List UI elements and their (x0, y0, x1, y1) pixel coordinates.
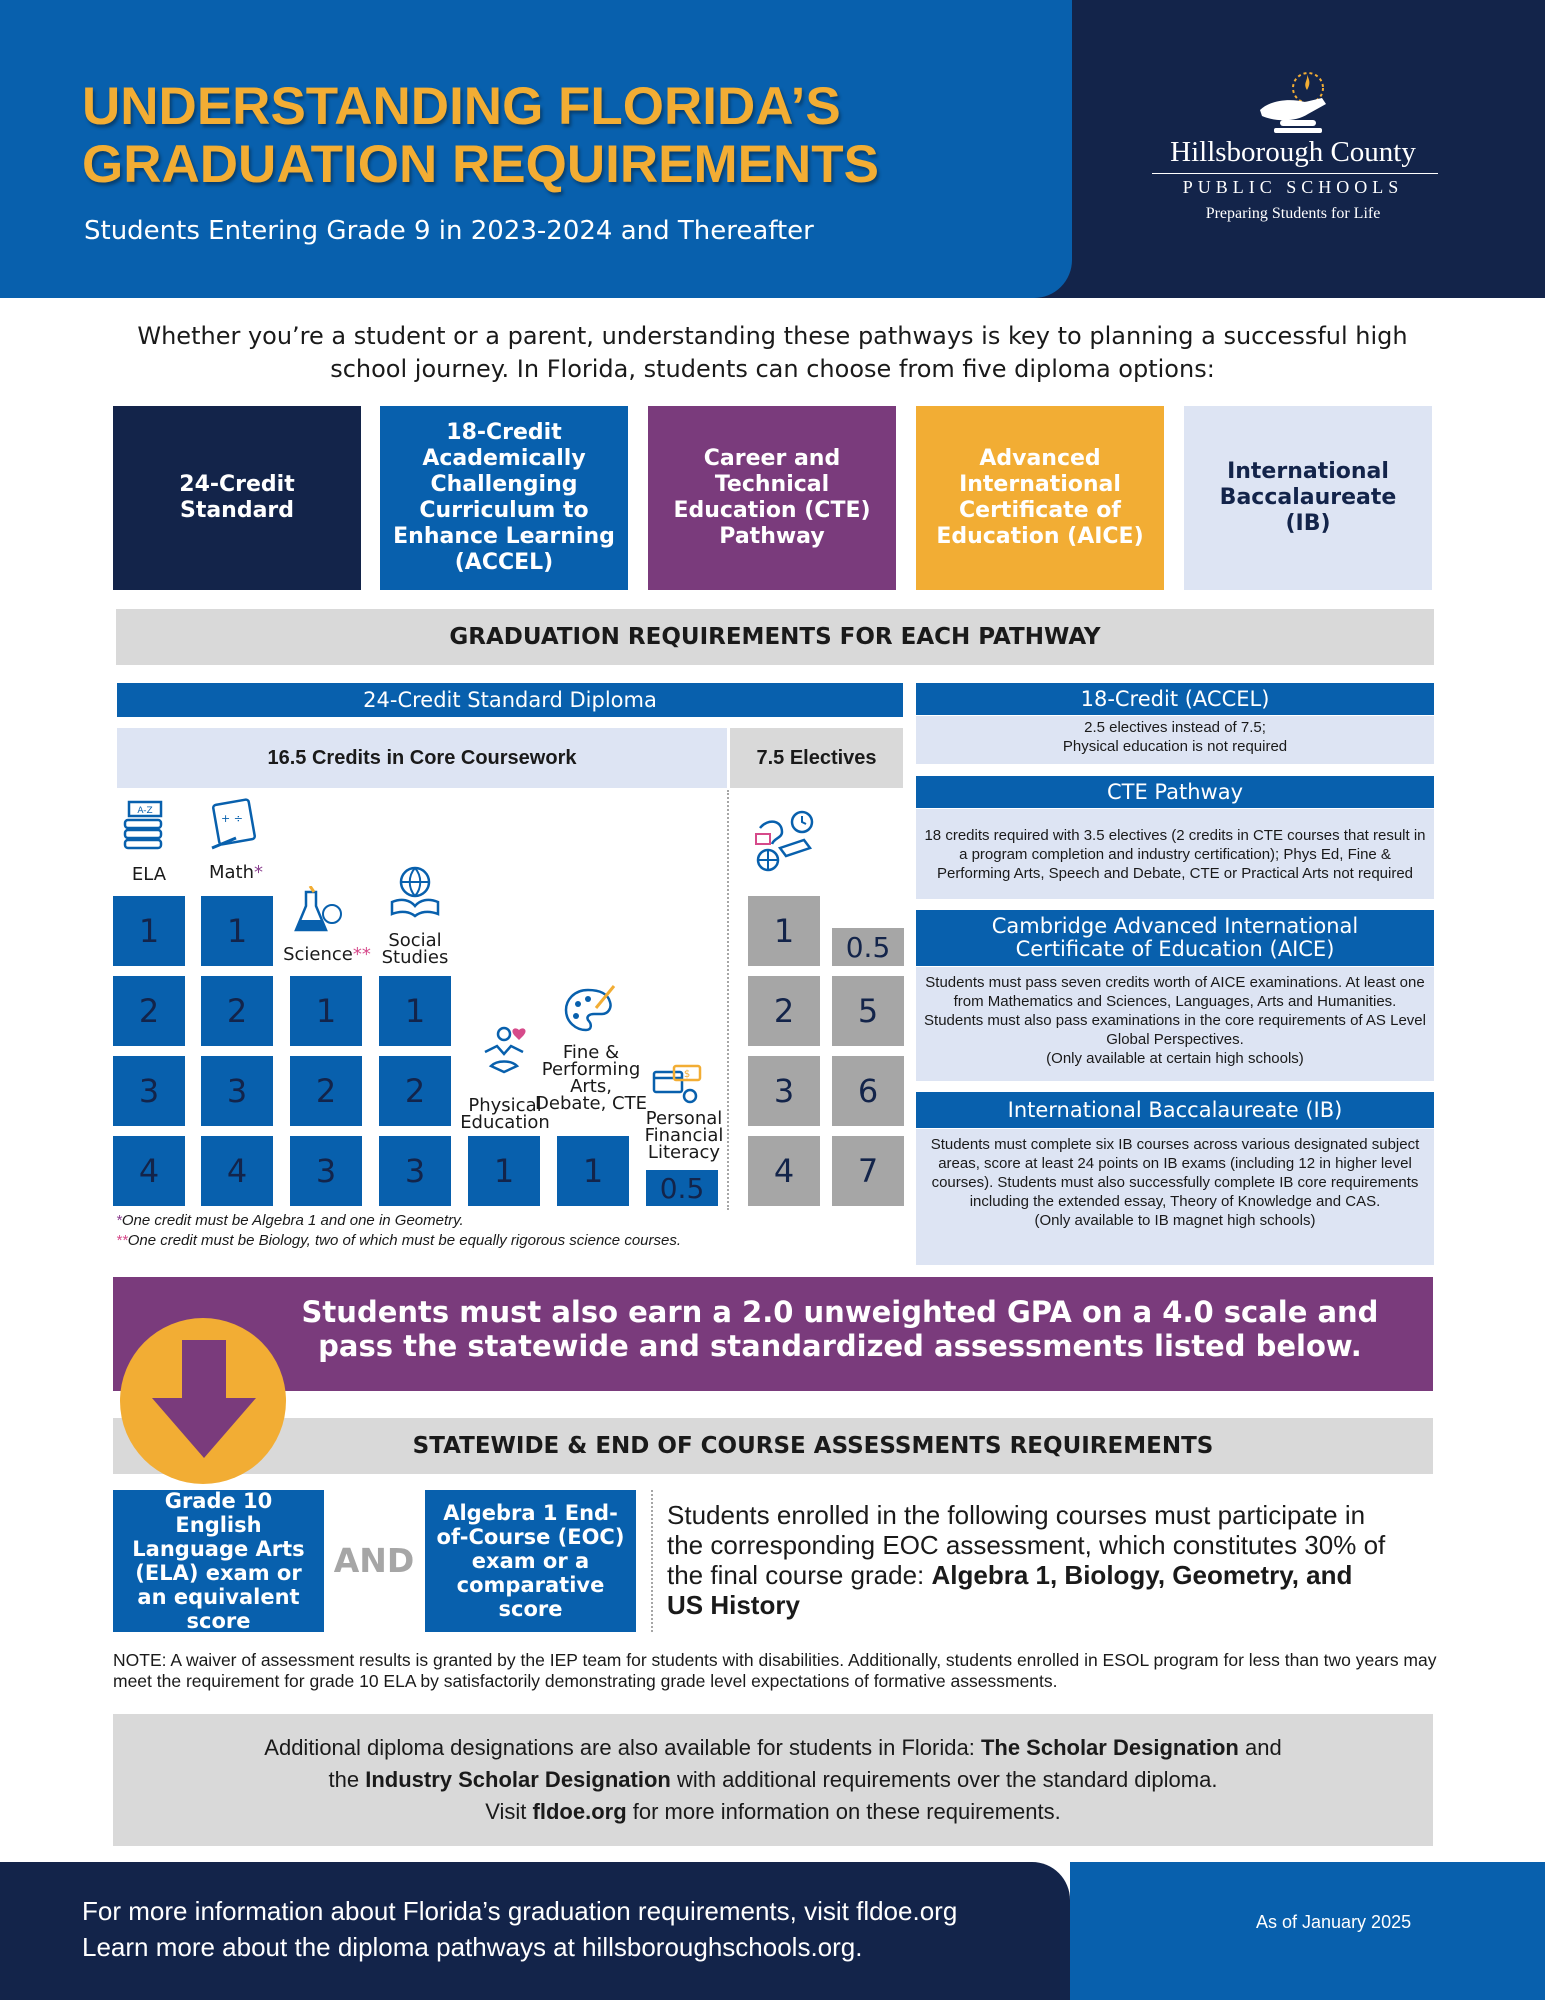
ela-credit-3: 3 (113, 1056, 185, 1126)
elective-credit-7: 7 (832, 1136, 904, 1206)
option-ib: International Baccalaureate (IB) (1184, 406, 1432, 590)
ela-credit-4: 4 (113, 1136, 185, 1206)
math-label: Math* (208, 862, 264, 883)
social-credit-1: 1 (379, 976, 451, 1046)
designations-box: Additional diploma designations are also available for students in Florida: The Scholar Designation and the Industry Scholar Designation with additional requirements over the standard diploma. Visit fldoe.org for more information on these requirements. (113, 1714, 1433, 1846)
down-arrow-icon (148, 1340, 260, 1462)
social-studies-globe-icon (388, 864, 442, 918)
arts-label: Fine & Performing Arts, Debate, CTE (535, 1042, 647, 1114)
science-credit-2: 2 (290, 1056, 362, 1126)
electives-activities-icon (752, 808, 818, 874)
svg-text:A-Z: A-Z (137, 806, 153, 816)
eoc-divider (651, 1490, 653, 1632)
waiver-note: NOTE: A waiver of assessment results is granted by the IEP team for students with disabilities. Additionally, students enrolled in ESOL program for less than two years may meet the requirement for grade 10 ELA by satisfactorily demonstrating grade level expectations of formative assessments. (113, 1650, 1437, 1691)
accel-heading: 18-Credit (ACCEL) (916, 683, 1434, 715)
ib-heading: International Baccalaureate (IB) (916, 1092, 1434, 1128)
electives-heading: 7.5 Electives (730, 728, 903, 788)
cte-heading: CTE Pathway (916, 776, 1434, 808)
as-of-date: As of January 2025 (1256, 1912, 1412, 1932)
math-credit-4: 4 (201, 1136, 273, 1206)
gpa-text: Students must also earn a 2.0 unweighted GPA on a 4.0 scale and pass the statewide and standardized assessments listed below. (301, 1295, 1379, 1363)
and-label: AND (333, 1540, 415, 1580)
logo-divider (1152, 173, 1438, 174)
svg-text:$: $ (683, 1069, 691, 1080)
arts-credit-1: 1 (557, 1136, 629, 1206)
logo-subtitle: PUBLIC SCHOOLS (1182, 177, 1404, 197)
eoc-text: Students enrolled in the following courses must participate in the corresponding EOC assessment, which constitutes 30% of the final course grade: Algebra 1, Biology, Geometry, and US History (667, 1500, 1386, 1620)
art-palette-icon (562, 984, 616, 1038)
aice-text: Students must pass seven credits worth of AICE examinations. At least one from Mathematics and Sciences, Languages, Arts and Humanities. Students must also pass examinations in the core requirements of AS Level Global Perspectives. (Only available at certain high schools) (916, 967, 1434, 1081)
page-subtitle: Students Entering Grade 9 in 2023-2024 and Thereafter (84, 216, 814, 246)
math-credit-3: 3 (201, 1056, 273, 1126)
math-credit-2: 2 (201, 976, 273, 1046)
ela-books-icon (121, 798, 175, 852)
ela-label: ELA (131, 864, 167, 885)
science-footnote: **One credit must be Biology, two of which must be equally rigorous science courses. (116, 1232, 682, 1249)
lamp-logo-icon (1250, 68, 1350, 138)
elective-credit-3: 3 (748, 1056, 820, 1126)
elective-credit-5: 5 (832, 976, 904, 1046)
social-studies-label: Social Studies (381, 930, 449, 968)
logo-name: Hillsborough County (1170, 136, 1416, 168)
math-footnote: *One credit must be Algebra 1 and one in Geometry. (116, 1212, 464, 1229)
pfl-credit-half: 0.5 (646, 1170, 718, 1206)
pe-label: Physical Education (460, 1095, 550, 1133)
science-credit-1: 1 (290, 976, 362, 1046)
science-credit-3: 3 (290, 1136, 362, 1206)
svg-text:+ ÷: + ÷ (221, 812, 243, 825)
footer-line-1: For more information about Florida’s graduation requirements, visit fldoe.org (82, 1896, 958, 1926)
requirements-heading: GRADUATION REQUIREMENTS FOR EACH PATHWAY (116, 609, 1434, 665)
elective-credit-half: 0.5 (832, 928, 904, 966)
elective-credit-1: 1 (748, 896, 820, 966)
math-notebook-icon (206, 798, 260, 852)
ib-text: Students must complete six IB courses across various designated subject areas, score at least 24 points on IB exams (including 12 in higher level courses). Students must also successfully complete IB core requirements including the extended essay, Theory of Knowledge and CAS. (Only available to IB magnet high schools) (916, 1129, 1434, 1265)
option-aice: Advanced International Certificate of Education (AICE) (916, 406, 1164, 590)
financial-literacy-icon (650, 1052, 704, 1106)
option-accel: 18-Credit Academically Challenging Curriculum to Enhance Learning (ACCEL) (380, 406, 628, 590)
ela-exam-box: Grade 10 English Language Arts (ELA) exam or an equivalent score (113, 1490, 324, 1632)
fldoe-link[interactable]: fldoe.org (532, 1799, 627, 1824)
cte-text: 18 credits required with 3.5 electives (2 credits in CTE courses that result in a program completion and industry certification); Phys Ed, Fine & Performing Arts, Speech and Debate, CTE or Practical Arts not required (916, 809, 1434, 899)
elective-credit-6: 6 (832, 1056, 904, 1126)
ela-credit-1: 1 (113, 896, 185, 966)
social-credit-3: 3 (379, 1136, 451, 1206)
social-credit-2: 2 (379, 1056, 451, 1126)
logo-tagline: Preparing Students for Life (1205, 205, 1381, 222)
aice-heading: Cambridge Advanced International Certificate of Education (AICE) (916, 910, 1434, 966)
footer-text (82, 1893, 957, 1965)
intro-text: Whether you’re a student or a parent, understanding these pathways is key to planning a successful high school journey. In Florida, students can choose from five diploma options: (137, 322, 1408, 383)
science-flask-icon (292, 886, 346, 940)
standard-diploma-heading: 24-Credit Standard Diploma (117, 683, 903, 717)
accel-text: 2.5 electives instead of 7.5; Physical education is not required (916, 716, 1434, 764)
pfl-label: Personal Financial Literacy (644, 1108, 724, 1163)
elective-credit-2: 2 (748, 976, 820, 1046)
physical-education-icon (477, 1024, 531, 1078)
footer-line-2: Learn more about the diploma pathways at hillsboroughschools.org. (82, 1932, 863, 1962)
assessments-heading: STATEWIDE & END OF COURSE ASSESSMENTS REQUIREMENTS (113, 1418, 1433, 1474)
option-cte: Career and Technical Education (CTE) Pathway (648, 406, 896, 590)
science-label: Science** (283, 944, 371, 965)
option-24-credit: 24-Credit Standard (113, 406, 361, 590)
math-credit-1: 1 (201, 896, 273, 966)
ela-credit-2: 2 (113, 976, 185, 1046)
pe-credit-1: 1 (468, 1136, 540, 1206)
page-title: UNDERSTANDING FLORIDA’S GRADUATION REQUIREMENTS (82, 77, 879, 194)
algebra-eoc-box: Algebra 1 End-of-Course (EOC) exam or a comparative score (425, 1490, 636, 1632)
elective-credit-4: 4 (748, 1136, 820, 1206)
core-heading: 16.5 Credits in Core Coursework (117, 728, 727, 788)
